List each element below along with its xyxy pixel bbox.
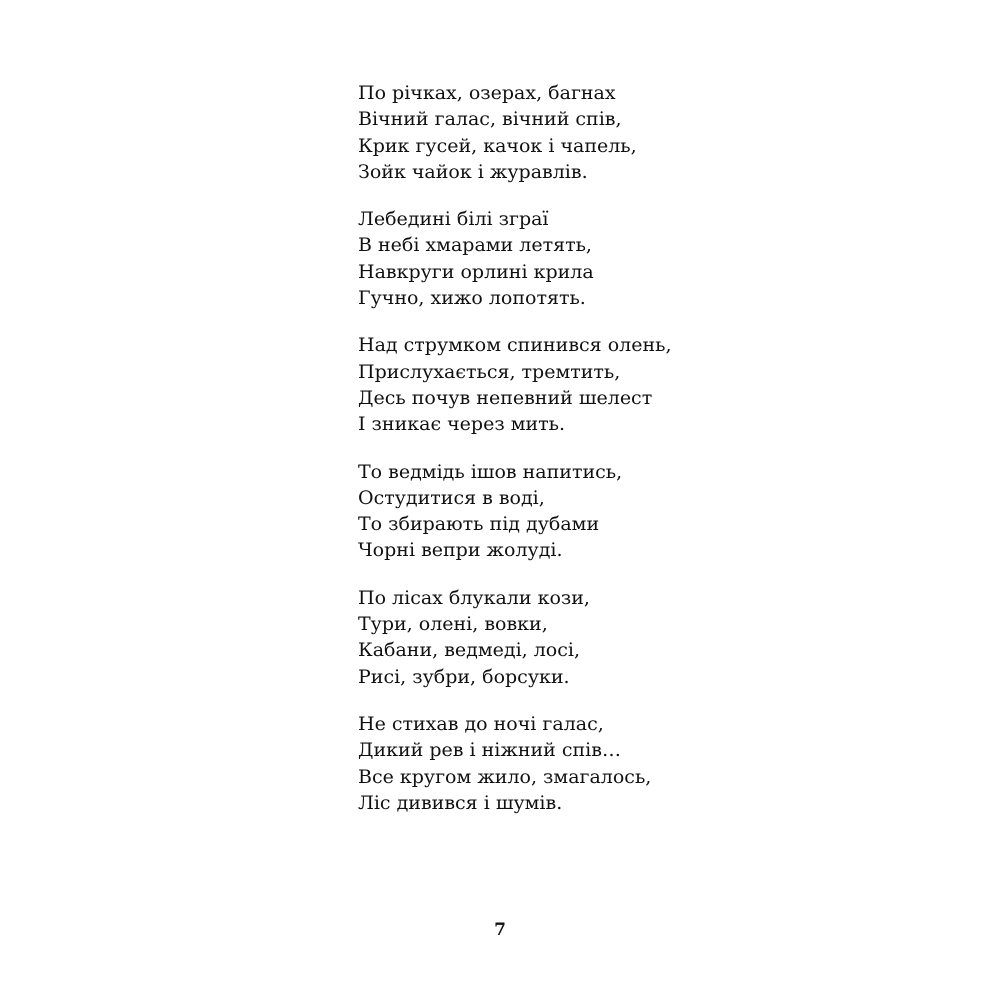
poem-line: Дикий рев і ніжний спів… bbox=[358, 739, 621, 762]
stanza-2 bbox=[358, 206, 918, 311]
stanza-6 bbox=[358, 711, 918, 816]
poem-line: Прислухається, тремтить, bbox=[358, 360, 621, 383]
poem-line: По річках, озерах, багнах bbox=[358, 82, 616, 104]
poem-line: Кабани, ведмеді, лосі, bbox=[358, 639, 580, 662]
poem-line: Вічний галас, вічний спів, bbox=[358, 108, 622, 131]
poem-line: Рисі, зубри, борсуки. bbox=[358, 665, 570, 688]
poem-line: Все кругом жило, змагалось, bbox=[358, 765, 652, 788]
poem-line: Чорні вепри жолуді. bbox=[358, 539, 563, 562]
poem-line: Остудитися в воді, bbox=[358, 486, 545, 509]
stanza-5 bbox=[358, 585, 918, 690]
poem-line: Навкруги орлині крила bbox=[358, 260, 594, 283]
poem-line: Не стихав до ночі галас, bbox=[358, 712, 604, 735]
poem-line: По лісах блукали кози, bbox=[358, 586, 590, 609]
page-number: 7 bbox=[494, 920, 506, 940]
stanza-3 bbox=[358, 332, 918, 437]
poem-line: Лебедині білі зграї bbox=[358, 208, 549, 231]
poem-line: Ліс дивився і шумів. bbox=[358, 791, 563, 814]
stanza-4 bbox=[358, 459, 918, 564]
poem-line: Крик гусей, качок і чапель, bbox=[358, 134, 637, 157]
poem bbox=[358, 80, 918, 837]
stanza-1 bbox=[358, 80, 918, 185]
poem-line: В небі хмарами летять, bbox=[358, 234, 592, 257]
poem-line: Десь почув непевний шелест bbox=[358, 386, 653, 409]
poem-line: Зойк чайок і журавлів. bbox=[358, 160, 588, 183]
poem-line: Гучно, хижо лопотять. bbox=[358, 287, 586, 310]
poem-line: Над струмком спинився олень, bbox=[358, 334, 672, 357]
poem-line: І зникає через мить. bbox=[358, 413, 566, 436]
poem-line: Тури, олені, вовки, bbox=[358, 613, 548, 636]
poem-line: То збирають під дубами bbox=[358, 513, 600, 536]
poem-line: То ведмідь ішов напитись, bbox=[358, 460, 623, 483]
